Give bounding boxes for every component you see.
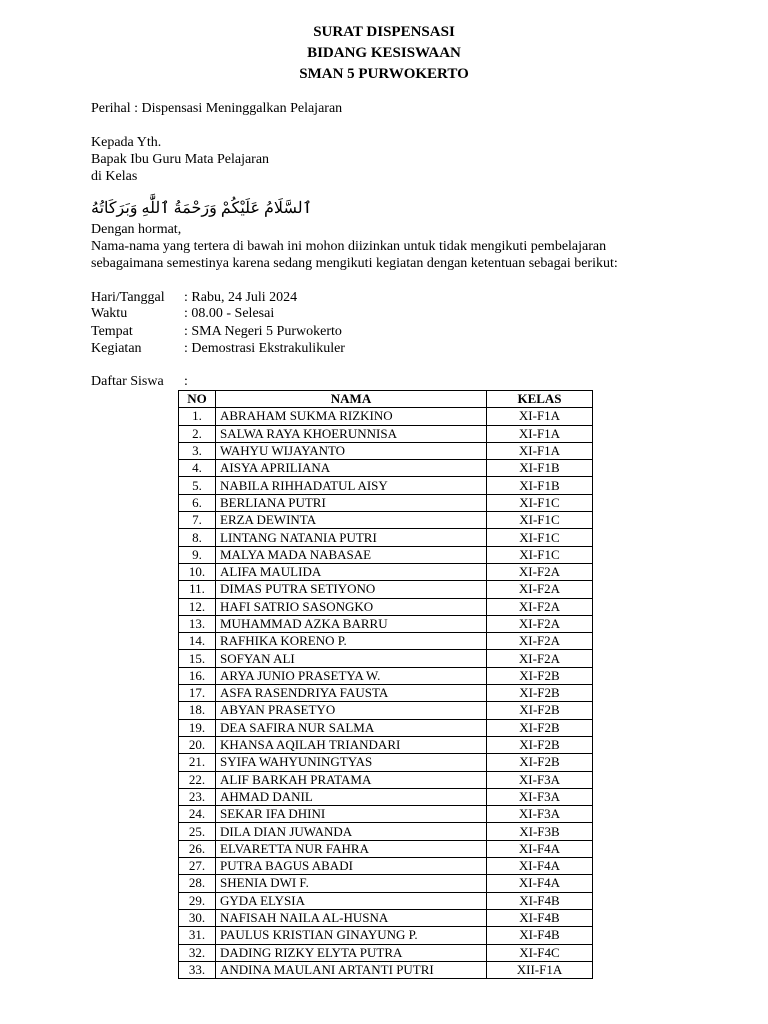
student-name: DADING RIZKY ELYTA PUTRA xyxy=(216,944,487,961)
row-number: 1. xyxy=(179,408,216,425)
letter-school: SMAN 5 PURWOKERTO xyxy=(299,66,469,82)
header-nama: NAMA xyxy=(216,391,487,408)
value-daftar-siswa: : xyxy=(184,374,188,389)
student-name: PAULUS KRISTIAN GINAYUNG P. xyxy=(216,927,487,944)
greeting-line: Dengan hormat, xyxy=(91,222,182,237)
arabic-greeting: ٱلسَّلَامُ عَلَيْكُمْ وَرَحْمَةُ ٱللَّٰهِ وَبَرَكَاتُهُ xyxy=(91,200,312,217)
row-number: 5. xyxy=(179,477,216,494)
student-class: XI-F4C xyxy=(487,944,593,961)
student-class: XI-F2A xyxy=(487,598,593,615)
student-name: HAFI SATRIO SASONGKO xyxy=(216,598,487,615)
student-name: PUTRA BAGUS ABADI xyxy=(216,858,487,875)
table-row xyxy=(179,909,593,926)
row-number: 21. xyxy=(179,754,216,771)
table-row xyxy=(179,460,593,477)
value-waktu: : 08.00 - Selesai xyxy=(184,306,275,321)
table-row xyxy=(179,944,593,961)
student-class: XI-F3A xyxy=(487,788,593,805)
student-class: XI-F4A xyxy=(487,858,593,875)
student-name: ARYA JUNIO PRASETYA W. xyxy=(216,667,487,684)
student-class: XI-F2B xyxy=(487,667,593,684)
student-class: XI-F1A xyxy=(487,425,593,442)
student-name: BERLIANA PUTRI xyxy=(216,494,487,511)
student-class: XI-F1B xyxy=(487,460,593,477)
student-class: XI-F1C xyxy=(487,494,593,511)
student-class: XI-F1C xyxy=(487,512,593,529)
table-header-row xyxy=(179,391,593,408)
student-class: XI-F2B xyxy=(487,754,593,771)
student-name: ASFA RASENDRIYA FAUSTA xyxy=(216,685,487,702)
student-class: XI-F1C xyxy=(487,529,593,546)
student-class: XI-F1A xyxy=(487,408,593,425)
recipient-line-3: di Kelas xyxy=(91,169,138,184)
table-row xyxy=(179,875,593,892)
student-class: XI-F4A xyxy=(487,840,593,857)
row-number: 13. xyxy=(179,615,216,632)
value-tempat: : SMA Negeri 5 Purwokerto xyxy=(184,324,342,339)
table-row xyxy=(179,961,593,978)
row-number: 17. xyxy=(179,685,216,702)
row-number: 31. xyxy=(179,927,216,944)
student-name: SOFYAN ALI xyxy=(216,650,487,667)
table-row xyxy=(179,633,593,650)
table-row xyxy=(179,840,593,857)
student-name: AHMAD DANIL xyxy=(216,788,487,805)
student-name: LINTANG NATANIA PUTRI xyxy=(216,529,487,546)
perihal-line: Perihal : Dispensasi Meninggalkan Pelajaran xyxy=(91,101,343,116)
student-class: XI-F2A xyxy=(487,650,593,667)
row-number: 11. xyxy=(179,581,216,598)
student-class: XI-F1A xyxy=(487,442,593,459)
table-row xyxy=(179,581,593,598)
table-row xyxy=(179,512,593,529)
student-name: SEKAR IFA DHINI xyxy=(216,806,487,823)
student-name: SYIFA WAHYUNINGTYAS xyxy=(216,754,487,771)
student-class: XI-F2A xyxy=(487,563,593,580)
recipient-line-2: Bapak Ibu Guru Mata Pelajaran xyxy=(91,152,270,167)
student-name: ALIF BARKAH PRATAMA xyxy=(216,771,487,788)
table-row xyxy=(179,546,593,563)
recipient-line-1: Kepada Yth. xyxy=(91,135,162,150)
student-name: ELVARETTA NUR FAHRA xyxy=(216,840,487,857)
student-class: XI-F2A xyxy=(487,615,593,632)
student-class: XI-F4B xyxy=(487,909,593,926)
table-row xyxy=(179,442,593,459)
row-number: 18. xyxy=(179,702,216,719)
student-name: ANDINA MAULANI ARTANTI PUTRI xyxy=(216,961,487,978)
student-name: MUHAMMAD AZKA BARRU xyxy=(216,615,487,632)
row-number: 22. xyxy=(179,771,216,788)
student-name: DILA DIAN JUWANDA xyxy=(216,823,487,840)
row-number: 14. xyxy=(179,633,216,650)
student-class: XI-F3B xyxy=(487,823,593,840)
row-number: 6. xyxy=(179,494,216,511)
student-name: GYDA ELYSIA xyxy=(216,892,487,909)
table-row xyxy=(179,719,593,736)
header-kelas: KELAS xyxy=(487,391,593,408)
table-row xyxy=(179,806,593,823)
row-number: 10. xyxy=(179,563,216,580)
student-class: XI-F3A xyxy=(487,806,593,823)
body-paragraph-line-1: Nama-nama yang tertera di bawah ini mohon diizinkan untuk tidak mengikuti pembelajaran xyxy=(91,239,607,254)
letter-division: BIDANG KESISWAAN xyxy=(307,45,461,61)
table-body xyxy=(179,408,593,979)
table-row xyxy=(179,615,593,632)
student-class: XII-F1A xyxy=(487,961,593,978)
student-name: SALWA RAYA KHOERUNNISA xyxy=(216,425,487,442)
student-name: SHENIA DWI F. xyxy=(216,875,487,892)
label-kegiatan: Kegiatan xyxy=(91,341,142,356)
student-name: ABYAN PRASETYO xyxy=(216,702,487,719)
table-row xyxy=(179,650,593,667)
student-name: DIMAS PUTRA SETIYONO xyxy=(216,581,487,598)
row-number: 9. xyxy=(179,546,216,563)
row-number: 25. xyxy=(179,823,216,840)
student-name: DEA SAFIRA NUR SALMA xyxy=(216,719,487,736)
row-number: 4. xyxy=(179,460,216,477)
body-paragraph-line-2: sebagaimana semestinya karena sedang mengikuti kegiatan dengan ketentuan sebagai berikut: xyxy=(91,256,618,271)
student-name: AISYA APRILIANA xyxy=(216,460,487,477)
student-class: XI-F1C xyxy=(487,546,593,563)
student-class: XI-F2B xyxy=(487,685,593,702)
student-class: XI-F3A xyxy=(487,771,593,788)
label-tempat: Tempat xyxy=(91,324,133,339)
row-number: 27. xyxy=(179,858,216,875)
label-waktu: Waktu xyxy=(91,306,128,321)
student-class: XI-F1B xyxy=(487,477,593,494)
student-class: XI-F2A xyxy=(487,633,593,650)
row-number: 8. xyxy=(179,529,216,546)
student-name: NAFISAH NAILA AL-HUSNA xyxy=(216,909,487,926)
table-row xyxy=(179,754,593,771)
table-row xyxy=(179,425,593,442)
table-row xyxy=(179,563,593,580)
student-name: ERZA DEWINTA xyxy=(216,512,487,529)
student-name: KHANSA AQILAH TRIANDARI xyxy=(216,736,487,753)
row-number: 2. xyxy=(179,425,216,442)
table-row xyxy=(179,892,593,909)
row-number: 16. xyxy=(179,667,216,684)
student-name: WAHYU WIJAYANTO xyxy=(216,442,487,459)
label-hari: Hari/Tanggal xyxy=(91,290,165,305)
student-class: XI-F2B xyxy=(487,702,593,719)
table-row xyxy=(179,667,593,684)
student-class: XI-F4B xyxy=(487,927,593,944)
student-class: XI-F2A xyxy=(487,581,593,598)
table-row xyxy=(179,927,593,944)
row-number: 19. xyxy=(179,719,216,736)
student-table xyxy=(178,390,593,979)
row-number: 15. xyxy=(179,650,216,667)
table-row xyxy=(179,788,593,805)
student-class: XI-F2B xyxy=(487,719,593,736)
row-number: 24. xyxy=(179,806,216,823)
student-name: ALIFA MAULIDA xyxy=(216,563,487,580)
row-number: 20. xyxy=(179,736,216,753)
student-class: XI-F4A xyxy=(487,875,593,892)
row-number: 26. xyxy=(179,840,216,857)
table-row xyxy=(179,494,593,511)
student-name: MALYA MADA NABASAE xyxy=(216,546,487,563)
table-row xyxy=(179,685,593,702)
table-row xyxy=(179,598,593,615)
row-number: 7. xyxy=(179,512,216,529)
student-class: XI-F4B xyxy=(487,892,593,909)
table-row xyxy=(179,823,593,840)
header-no: NO xyxy=(179,391,216,408)
row-number: 30. xyxy=(179,909,216,926)
row-number: 12. xyxy=(179,598,216,615)
row-number: 28. xyxy=(179,875,216,892)
student-name: NABILA RIHHADATUL AISY xyxy=(216,477,487,494)
letter-title: SURAT DISPENSASI xyxy=(313,24,455,40)
table-row xyxy=(179,736,593,753)
table-row xyxy=(179,771,593,788)
row-number: 23. xyxy=(179,788,216,805)
table-row xyxy=(179,702,593,719)
student-name: RAFHIKA KORENO P. xyxy=(216,633,487,650)
table-row xyxy=(179,858,593,875)
value-hari: : Rabu, 24 Juli 2024 xyxy=(184,290,298,305)
student-class: XI-F2B xyxy=(487,736,593,753)
row-number: 33. xyxy=(179,961,216,978)
table-row xyxy=(179,477,593,494)
row-number: 29. xyxy=(179,892,216,909)
student-name: ABRAHAM SUKMA RIZKINO xyxy=(216,408,487,425)
row-number: 32. xyxy=(179,944,216,961)
table-row xyxy=(179,408,593,425)
label-daftar-siswa: Daftar Siswa xyxy=(91,374,164,389)
table-row xyxy=(179,529,593,546)
value-kegiatan: : Demostrasi Ekstrakulikuler xyxy=(184,341,345,356)
row-number: 3. xyxy=(179,442,216,459)
